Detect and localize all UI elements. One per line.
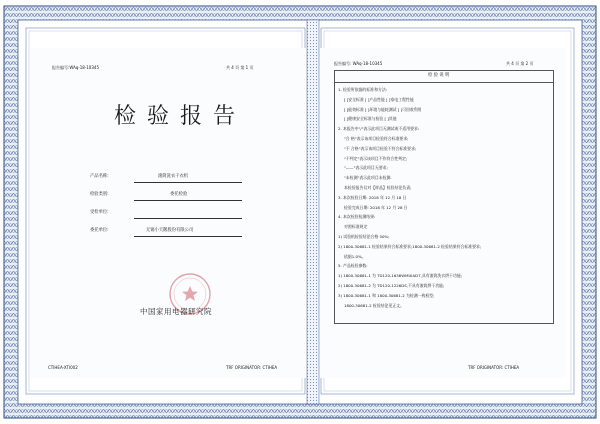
notes-line: "不 合格"表示该项目检验不符合标准要求; — [344, 145, 417, 151]
trf-originator: TRF ORIGINATOR: CTIHEA — [468, 365, 520, 370]
divider — [334, 82, 553, 83]
field-label: 检验类别: — [90, 192, 109, 197]
field-underline — [134, 200, 242, 201]
page-count: 共 4 页 第 2 页 — [506, 61, 534, 66]
report-cover-page — [30, 48, 306, 378]
field-underline — [134, 236, 242, 237]
trf-originator: TRF ORIGINATOR: CTIHEA — [226, 365, 278, 370]
notes-line: 3) 1800-30681-1 和 1800-30681-2 为检测一致机型; — [338, 292, 435, 298]
page-count: 共 4 页 第 1 页 — [226, 65, 254, 70]
notes-line: [ ]安全标准 [ ]产品性能 [ ]家电工程性能 — [344, 96, 414, 102]
field-underline — [134, 218, 242, 219]
notes-line: 2) 1800-30681-1 检验结果符合标准要求;1800-30681-2 检验结果符合标准要求; — [338, 243, 482, 249]
notes-line: 检验完成日期: 2018 年 12 月 28 日 — [344, 204, 408, 210]
notes-line: 依据1.0%。 — [344, 253, 366, 259]
notes-line: 2) 1800-30681-2 为 TD120-1226DS,不具有滚筒烘干功能; — [338, 283, 445, 288]
notes-line: 1. 检验所依据的标准和方法: — [338, 87, 388, 92]
notes-line: "合 格"表示该项目检验符合标准要求; — [344, 136, 409, 141]
notes-line: 1) 试验机检验结论合格 50%; — [338, 234, 390, 239]
notes-line: "不判定"表示该项目不作符合性判定; — [344, 155, 408, 161]
notes-line: 对照标准规定 — [344, 224, 368, 230]
notes-line: 4. 本次检验检测结果: — [338, 214, 376, 220]
notes-line: 2. 本报告中"/"表示此项目无测试或不适用要求: — [338, 126, 420, 132]
report-notes-page — [320, 48, 566, 378]
field-value: 无锡小天鹅股份有限公司 — [146, 228, 194, 233]
notes-line: "未检测"表示此项目未检测. — [344, 175, 392, 181]
notes-line: "——"表示此项目无要求; — [344, 165, 388, 171]
notes-line: 5. 产品检验参数: — [338, 263, 368, 269]
report-title: 检 验 报 告 — [114, 104, 237, 129]
field-value: 滚筒洗衣干衣机 — [158, 174, 189, 179]
report-number: 报告编号: WAq-18-10345 — [334, 61, 383, 66]
notes-line: 1800-30681-2 检验结论见正文。 — [344, 302, 404, 308]
field-label: 受检单位: — [90, 210, 109, 215]
field-label: 产品名称: — [90, 174, 109, 179]
notes-line: [ ]能效标准 [ ]环境与能耗测试 [ ]可回收利用 — [344, 106, 422, 112]
notes-line: 3. 本次检验日期: 2018 年 12 月 18 日 — [338, 194, 407, 200]
notes-section-title: 检 验 说 明 — [428, 73, 450, 78]
field-value: 委托检验 — [170, 192, 188, 197]
institute-name: 中国家用电器研究院 — [140, 307, 212, 316]
notes-line: 本检验报告仅对【样品】检验结论负责; — [344, 185, 412, 190]
field-underline — [134, 182, 242, 183]
notes-line: [ ]健康安全标准与检验 [ ]其他 — [344, 116, 397, 122]
notes-line: 1) 1800-30681-1 为 TD120-1636WMUIAD7,具有滚筒洗衣烘干功能; — [338, 273, 463, 279]
report-number: 报告编号:WAq-18-10345 — [52, 65, 99, 70]
field-label: 委托单位: — [90, 228, 109, 233]
form-code: CTIHEA-XTI002 — [48, 365, 78, 370]
